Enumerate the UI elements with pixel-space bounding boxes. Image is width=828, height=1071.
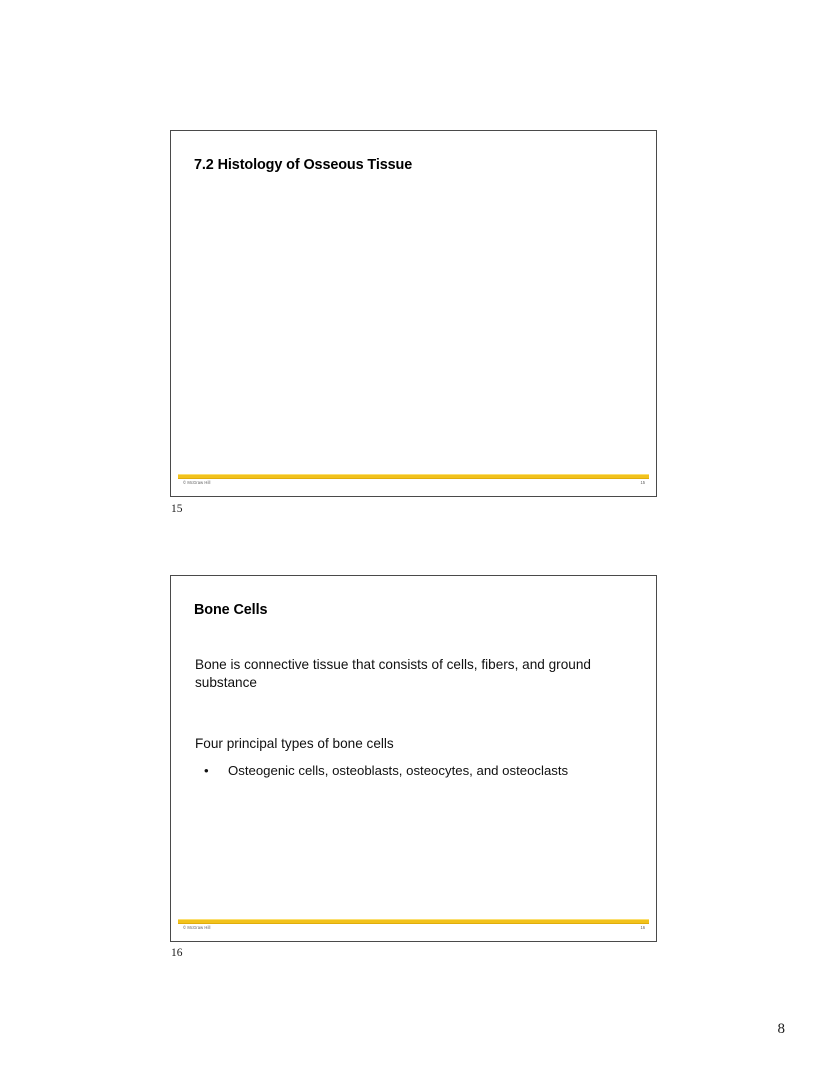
list-item-label: Osteogenic cells, osteoblasts, osteocytes, and osteoclasts [228,763,569,778]
slide-footer [171,474,656,496]
gold-accent-rule [178,919,649,924]
slide-content-area [171,131,656,474]
outline-number-15: 15 [171,503,183,515]
slide-thumbnail-16[interactable] [170,575,657,942]
slide-footer [171,919,656,941]
list-item [195,762,632,780]
page-number: 8 [777,1021,785,1037]
copyright-notice: © McGraw Hill [183,480,211,485]
slide-content-area [171,576,656,919]
slide-thumbnail-15[interactable] [170,130,657,497]
outline-number-16: 16 [171,947,183,959]
footer-row [183,481,645,485]
bullet-list [195,762,632,780]
slide-title: Bone Cells [194,602,268,618]
slide-title: 7.2 Histology of Osseous Tissue [194,157,413,173]
copyright-notice: © McGraw Hill [183,925,211,930]
gold-accent-rule [178,474,649,479]
body-paragraph-1: Bone is connective tissue that consists of cells, fibers, and ground substance [195,657,591,691]
slide-number: 15 [640,480,645,485]
bullet-marker-icon: • [204,763,209,778]
footer-row [183,926,645,930]
slide-number: 16 [640,925,645,930]
body-paragraph-2: Four principal types of bone cells [195,736,394,751]
